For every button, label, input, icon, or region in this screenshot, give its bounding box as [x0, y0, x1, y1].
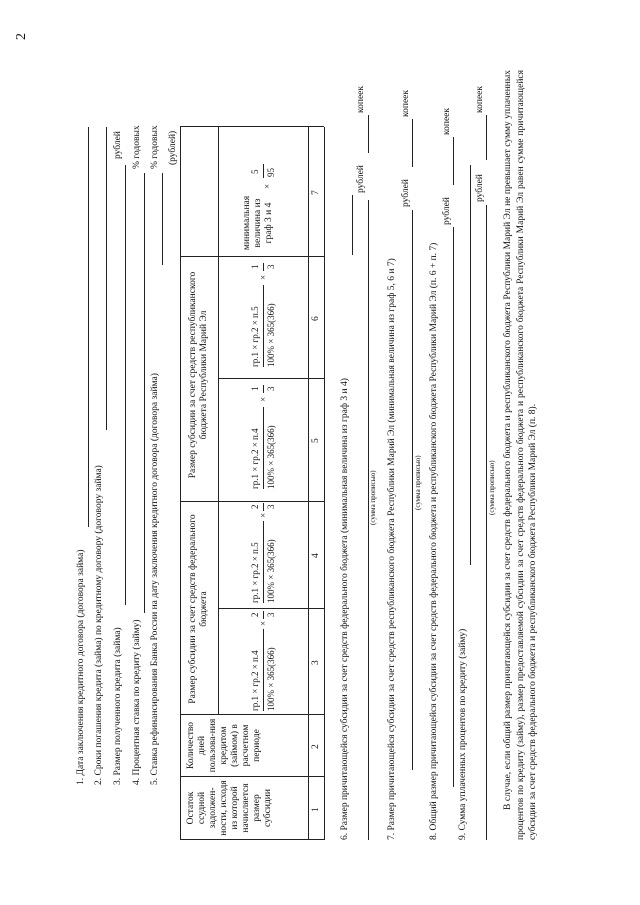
- item-6-rub: рублей: [356, 165, 366, 193]
- line-1-label: 1. Дата заключения кредитного договора (договора займа): [76, 549, 86, 785]
- item-9-field[interactable]: [470, 165, 471, 565]
- line-4-field[interactable]: [144, 173, 145, 613]
- col4-coef-den: 3: [266, 504, 276, 509]
- item-9-words-field[interactable]: [486, 205, 487, 840]
- federal-group-header: Размер субсидии за счет средств федерального бюджета: [188, 514, 209, 704]
- col4-formula-den: 100% × 365(366): [266, 539, 276, 603]
- item-9-kop: копеек: [475, 85, 485, 113]
- item-6-kop: копеек: [356, 85, 366, 113]
- closing-paragraph: В случае, если общий размер причитающейся субсидии за счет средств федерального бюджета и республиканского бюджета Республики Марий Эл не превышает сумму уплаченных процентов по кредиту (займу), размер предоставляемой субсидии за счет средств федерального бюджета и республиканского бюджета Республики Марий Эл равен сумме причитающейся субсидии за счет средств федерального бюджета и республиканского бюджета Республики Марий Эл (п. 8).: [503, 70, 538, 840]
- col3-coef-den: 3: [266, 612, 276, 617]
- line-4-label: 4. Процентная ставка по кредиту (займу): [132, 619, 142, 785]
- item-6-hint: (сумма прописью): [369, 470, 377, 525]
- col4-formula-num: гр.1 × гр.2 × п.5: [250, 542, 260, 603]
- line-5-label: 5. Ставка рефинансирования Банка России на дату заключения кредитного договора (договора займа): [150, 373, 160, 785]
- item-7-rub: рублей: [401, 179, 411, 207]
- item-7-label: 7. Размер причитающейся субсидии за счет средств республиканского бюджета Республики Марий Эл (минимальная величина из граф 5, 6 и 7): [387, 258, 397, 840]
- col7-header: минимальная величина из граф 3 и 4: [242, 195, 274, 251]
- col3-formula-num: гр.1 × гр.2 × п.4: [250, 650, 260, 711]
- col3-times: ×: [258, 620, 268, 626]
- line-3-field[interactable]: [125, 165, 126, 605]
- item-7-field[interactable]: [412, 210, 413, 770]
- col2-header: Количество дней пользова-ния кредитом (займом) в расчетном периоде: [186, 718, 262, 773]
- item-6-kop-field[interactable]: [368, 115, 369, 153]
- col5-formula-den: 100% × 365(366): [266, 425, 276, 489]
- line-1-field[interactable]: [88, 127, 89, 527]
- col5-coef-num: 1: [250, 386, 260, 391]
- item-8-label: 8. Общий размер причитающейся субсидии за счет средств федерального бюджета и республиканского бюджета Республики Марий Эл (п. 6 + п. 7): [429, 242, 439, 840]
- col-number-6: 6: [311, 316, 321, 321]
- item-7-hint: (сумма прописью): [414, 455, 422, 510]
- item-6-rub-field[interactable]: [352, 195, 353, 255]
- col-number-3: 3: [311, 660, 321, 665]
- col3-coef-num: 2: [250, 612, 260, 617]
- item-9-rub: рублей: [475, 174, 485, 202]
- col6-formula-num: гр.1 × гр.2 × п.5: [250, 306, 260, 367]
- col1-header: Остаток ссудной задолжен-ности, исходя из которой начисляется размер субсидии: [186, 780, 273, 836]
- col5-times: ×: [258, 396, 268, 402]
- item-6-label: 6. Размер причитающейся субсидии за счет средств федерального бюджета (минимальная величина из граф 3 и 4): [340, 378, 350, 840]
- table-unit: (рублей): [168, 130, 178, 165]
- page-number: 2: [14, 33, 29, 40]
- line-4-unit: % годовых: [132, 125, 142, 169]
- col-number-1: 1: [311, 807, 321, 812]
- col-number-5: 5: [311, 438, 321, 443]
- item-9-kop-field[interactable]: [486, 115, 487, 160]
- item-9-label: 9. Сумма уплаченных процентов по кредиту (займу): [458, 628, 468, 840]
- republic-group-header: Размер субсидии за счет средств республиканского бюджета Республики Марий Эл: [188, 271, 209, 479]
- line-5-unit: % годовых: [150, 125, 160, 169]
- col4-coef-num: 2: [250, 504, 260, 509]
- item-8-field[interactable]: [453, 227, 454, 787]
- col3-formula-den: 100% × 365(366): [266, 647, 276, 711]
- col-number-4: 4: [311, 553, 321, 558]
- col7-times: ×: [262, 183, 272, 189]
- item-7-kop-field[interactable]: [412, 119, 413, 167]
- line-2-label: 2. Сроки погашения кредита (займа) по кредитному договору (договору займа): [94, 465, 104, 785]
- item-9-hint: (сумма прописью): [488, 460, 496, 515]
- col-number-2: 2: [311, 744, 321, 749]
- col7-coef-den: 95: [266, 168, 276, 177]
- item-8-rub: рублей: [442, 197, 452, 225]
- col6-coef-den: 3: [266, 264, 276, 269]
- col-number-7: 7: [311, 190, 321, 195]
- item-7-kop: копеек: [401, 89, 411, 117]
- line-3-label: 3. Размер полученного кредита (займа): [113, 627, 123, 785]
- col6-formula-den: 100% × 365(366): [266, 303, 276, 367]
- line-2-field[interactable]: [106, 127, 107, 430]
- line-5-field[interactable]: [162, 173, 163, 265]
- col4-times: ×: [258, 512, 268, 518]
- item-8-kop: копеек: [442, 107, 452, 135]
- col6-times: ×: [258, 274, 268, 280]
- col7-coef-num: 5: [250, 169, 260, 174]
- item-8-kop-field[interactable]: [453, 137, 454, 185]
- col6-coef-num: 1: [250, 264, 260, 269]
- col5-formula-num: гр.1 × гр.2 × п.4: [250, 428, 260, 489]
- line-3-unit: рублей: [113, 131, 123, 159]
- col5-coef-den: 3: [266, 386, 276, 391]
